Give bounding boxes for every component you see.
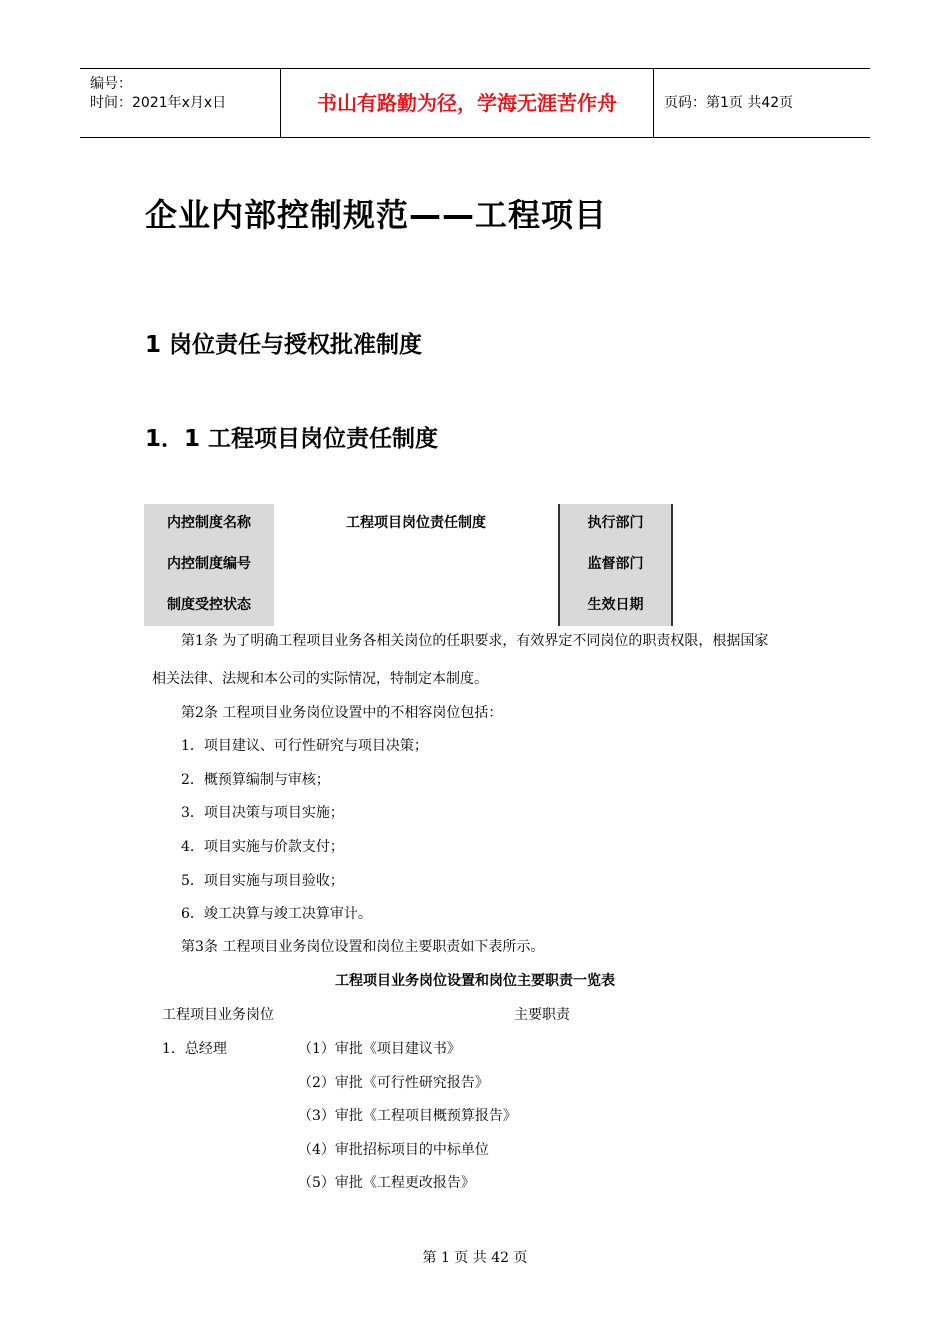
info-table [144, 504, 671, 626]
duty-item: （5）审批《工程更改报告》 [298, 1175, 475, 1191]
info-label: 内控制度名称 [167, 515, 251, 531]
list-item: 5．项目实施与项目验收； [181, 873, 344, 889]
duty-table-title: 工程项目业务岗位设置和岗位主要职责一览表 [335, 973, 615, 989]
article-3: 第3条 工程项目业务岗位设置和岗位主要职责如下表所示。 [181, 939, 545, 955]
section-heading-1: 1 岗位责任与授权批准制度 [145, 332, 423, 358]
info-label-column [144, 504, 274, 626]
duty-item: （1）审批《项目建议书》 [298, 1041, 461, 1057]
info-right-label: 生效日期 [587, 597, 644, 613]
list-item: 3．项目决策与项目实施； [181, 805, 344, 821]
document-title: 企业内部控制规范——工程项目 [145, 196, 608, 234]
page-header [80, 68, 870, 138]
list-item: 4．项目实施与价款支付； [181, 839, 344, 855]
duty-item: （3）审批《工程项目概预算报告》 [298, 1108, 517, 1124]
info-value-column [274, 504, 558, 626]
article-1-line-1: 第1条 为了明确工程项目业务各相关岗位的任职要求，有效界定不同岗位的职责权限，根据国家 [181, 633, 769, 649]
time-label: 时间：2021年x月x日 [90, 95, 227, 111]
duty-col-header-duty: 主要职责 [514, 1007, 570, 1023]
duty-item: （4）审批招标项目的中标单位 [298, 1142, 489, 1158]
info-value: 工程项目岗位责任制度 [346, 515, 486, 531]
number-label: 编号： [90, 76, 132, 92]
article-1-line-2: 相关法律、法规和本公司的实际情况，特制定本制度。 [152, 671, 488, 687]
info-label: 内控制度编号 [167, 556, 251, 572]
list-item: 1．项目建议、可行性研究与项目决策； [181, 738, 428, 754]
header-page-info: 页码：第1页 共42页 [664, 95, 794, 111]
info-right-label-column [558, 504, 673, 626]
article-2: 第2条 工程项目业务岗位设置中的不相容岗位包括： [181, 705, 503, 721]
header-motto: 书山有路勤为径，学海无涯苦作舟 [281, 69, 654, 137]
list-item: 6．竣工决算与竣工决算审计。 [181, 906, 372, 922]
list-item: 2．概预算编制与审核； [181, 772, 330, 788]
duty-item: （2）审批《可行性研究报告》 [298, 1075, 489, 1091]
info-right-label: 监督部门 [587, 556, 644, 572]
page-footer: 第 1 页 共 42 页 [422, 1250, 528, 1266]
duty-col-header-post: 工程项目业务岗位 [162, 1007, 274, 1023]
info-label: 制度受控状态 [167, 597, 251, 613]
header-meta [80, 69, 281, 137]
info-right-label: 执行部门 [587, 515, 644, 531]
duty-post: 1．总经理 [162, 1041, 227, 1057]
section-heading-1-1: 1．1 工程项目岗位责任制度 [145, 426, 439, 452]
